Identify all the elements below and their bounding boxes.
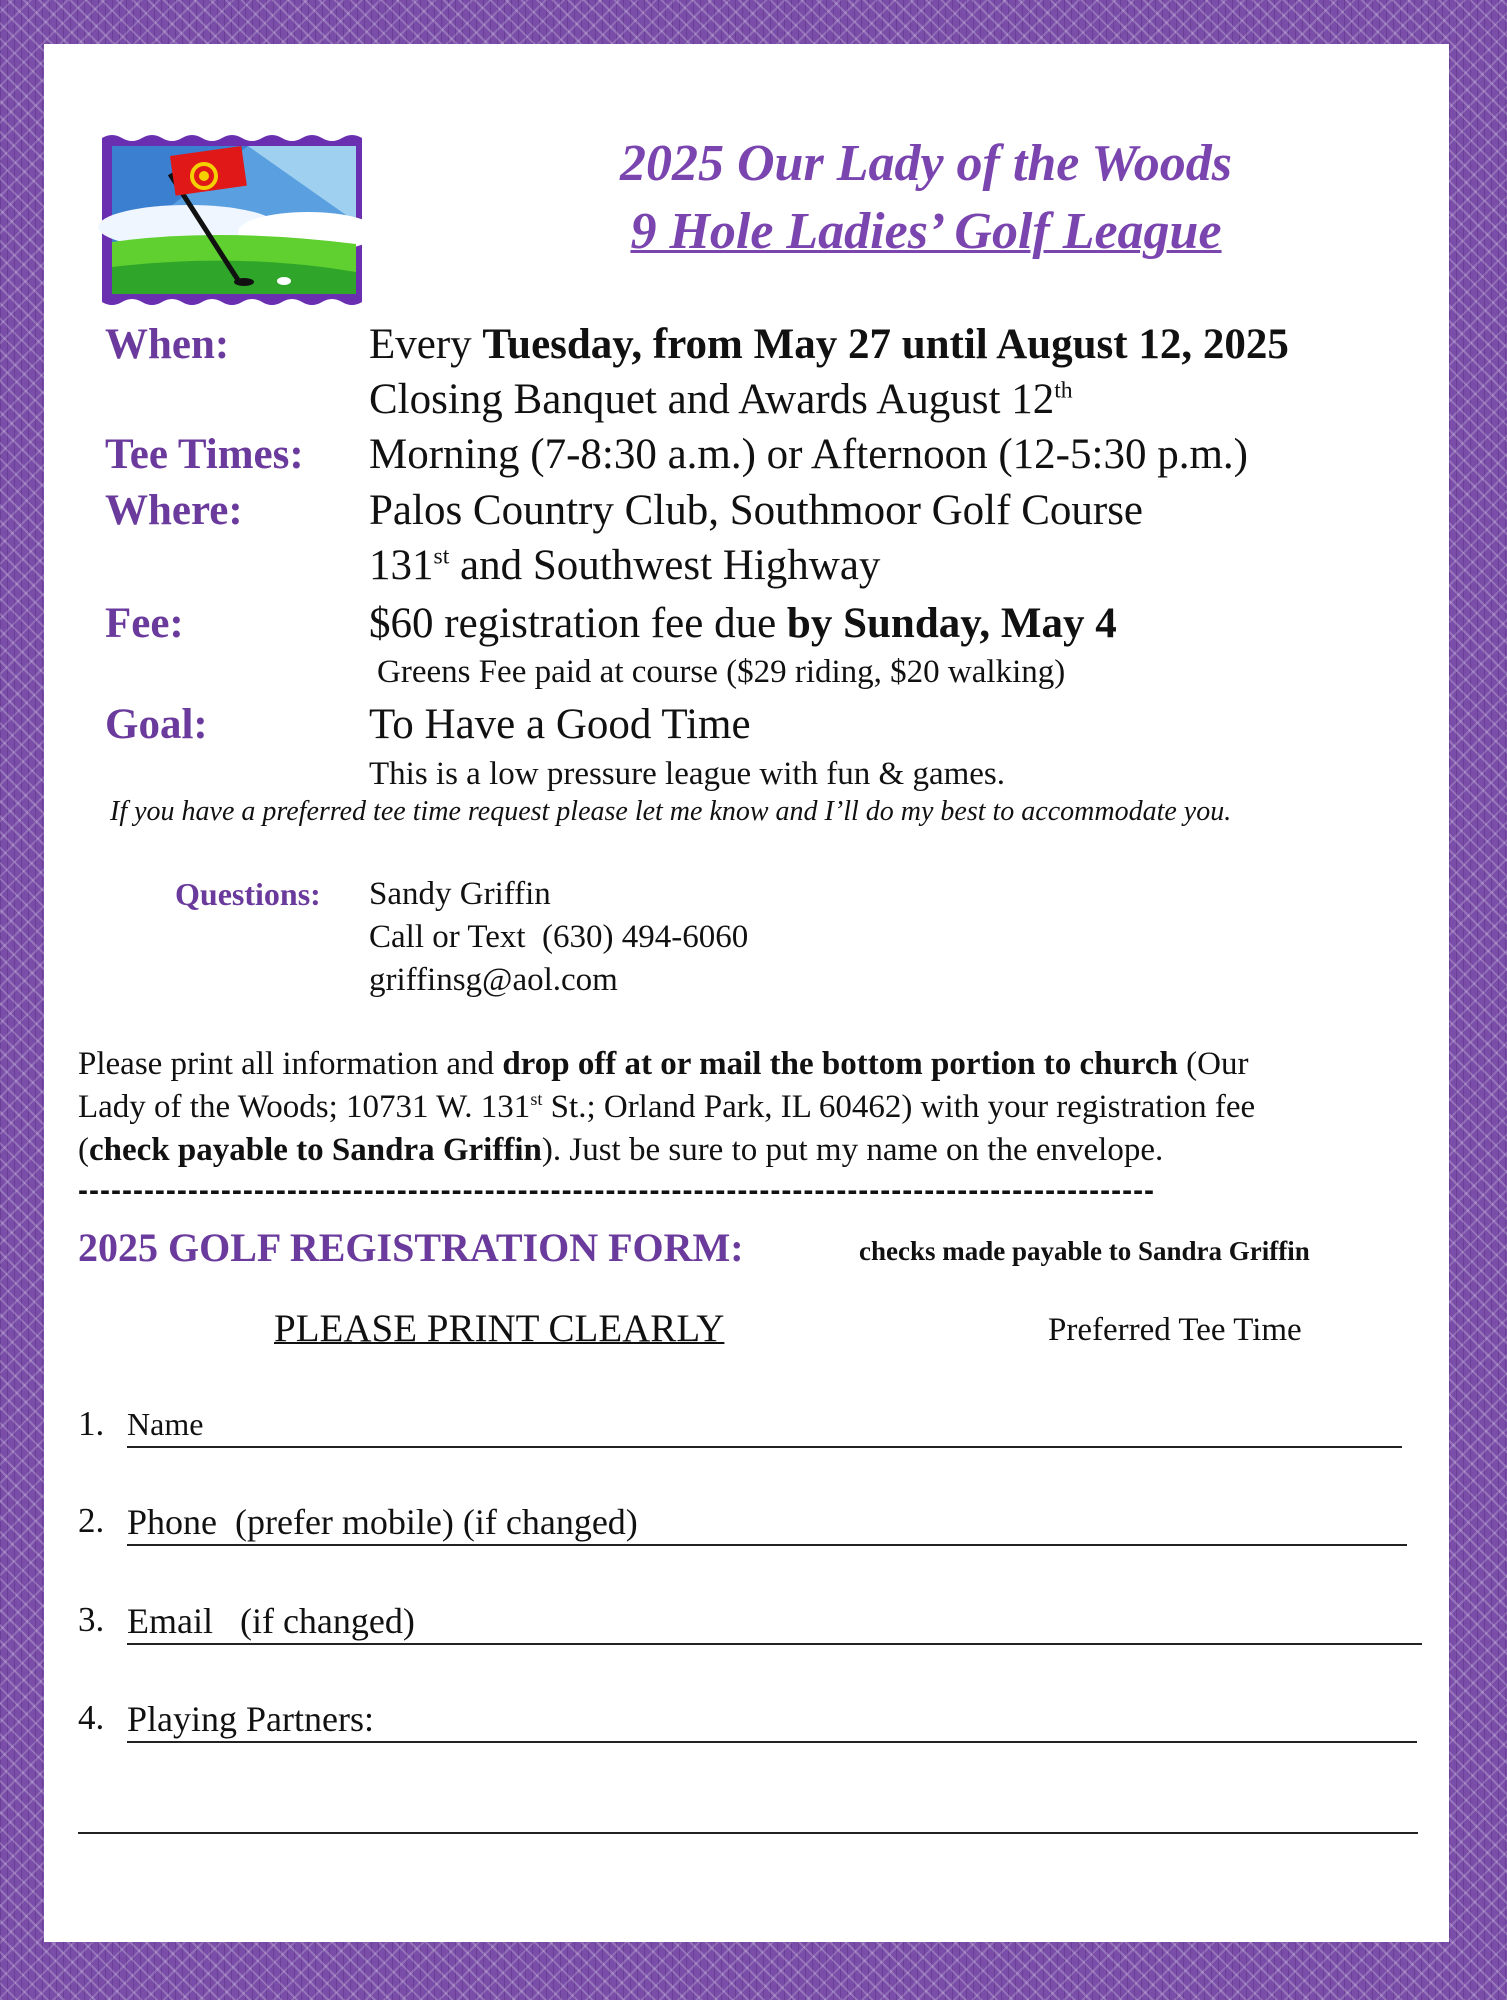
where-line2: 131st and Southwest Highway: [369, 542, 881, 589]
fee-label: Fee:: [105, 600, 184, 647]
field-number-3: 3.: [78, 1600, 105, 1639]
when-label: When:: [105, 321, 230, 368]
playing-partners-line[interactable]: [127, 1741, 1417, 1743]
banquet-text: Closing Banquet and Awards August 12th: [369, 376, 1073, 423]
playing-partners-label: Playing Partners:: [127, 1699, 374, 1739]
field-number-2: 2.: [78, 1501, 105, 1540]
instructions-line3: (check payable to Sandra Griffin). Just be sure to put my name on the envelope.: [78, 1132, 1164, 1168]
cut-line-divider: --------------------------------------------------------------------------------------------------: [78, 1174, 1156, 1207]
playing-partners-extra-line[interactable]: [78, 1832, 1418, 1834]
tee-times-text: Morning (7-8:30 a.m.) or Afternoon (12-5:30 p.m.): [369, 431, 1248, 478]
preferred-tee-time-label: Preferred Tee Time: [1048, 1312, 1302, 1348]
phone-field-label: Phone (prefer mobile) (if changed): [127, 1502, 638, 1542]
golf-flag-icon: [98, 132, 370, 308]
flyer-page: [44, 44, 1449, 1942]
form-heading: 2025 GOLF REGISTRATION FORM:: [78, 1225, 744, 1270]
contact-name: Sandy Griffin: [369, 876, 551, 912]
instructions-line1: Please print all information and drop off at or mail the bottom portion to church (Our: [78, 1046, 1249, 1082]
contact-email: griffinsg@aol.com: [369, 962, 618, 998]
greens-fee-text: Greens Fee paid at course ($29 riding, $20 walking): [377, 654, 1066, 690]
instructions-line2: Lady of the Woods; 10731 W. 131st St.; Orland Park, IL 60462) with your registration fee: [78, 1089, 1256, 1125]
field-number-1: 1.: [78, 1404, 105, 1443]
fee-text: $60 registration fee due by Sunday, May 4: [369, 600, 1117, 647]
when-text: Every Tuesday, from May 27 until August 12, 2025: [369, 321, 1289, 368]
name-field-line[interactable]: [127, 1446, 1402, 1448]
tee-request-note: If you have a preferred tee time request please let me know and I’ll do my best to accommodate you.: [110, 796, 1232, 827]
goal-text: To Have a Good Time: [369, 701, 751, 748]
goal-subtext: This is a low pressure league with fun & games.: [369, 756, 1006, 792]
field-number-4: 4.: [78, 1698, 105, 1737]
checks-note: checks made payable to Sandra Griffin: [859, 1236, 1310, 1266]
email-field-line[interactable]: [127, 1643, 1422, 1645]
flyer-title-line1: 2025 Our Lady of the Woods: [620, 135, 1232, 192]
questions-label: Questions:: [175, 876, 321, 912]
goal-label: Goal:: [105, 701, 208, 748]
phone-field-line[interactable]: [127, 1544, 1407, 1546]
contact-phone: Call or Text (630) 494-6060: [369, 919, 749, 955]
where-label: Where:: [105, 487, 243, 534]
flyer-title-line2: 9 Hole Ladies’ Golf League: [630, 203, 1222, 260]
name-field-label: Name: [127, 1406, 204, 1442]
print-clearly-heading: PLEASE PRINT CLEARLY: [274, 1307, 725, 1350]
tee-times-label: Tee Times:: [105, 431, 304, 478]
where-line1: Palos Country Club, Southmoor Golf Course: [369, 487, 1144, 534]
email-field-label: Email (if changed): [127, 1601, 415, 1641]
